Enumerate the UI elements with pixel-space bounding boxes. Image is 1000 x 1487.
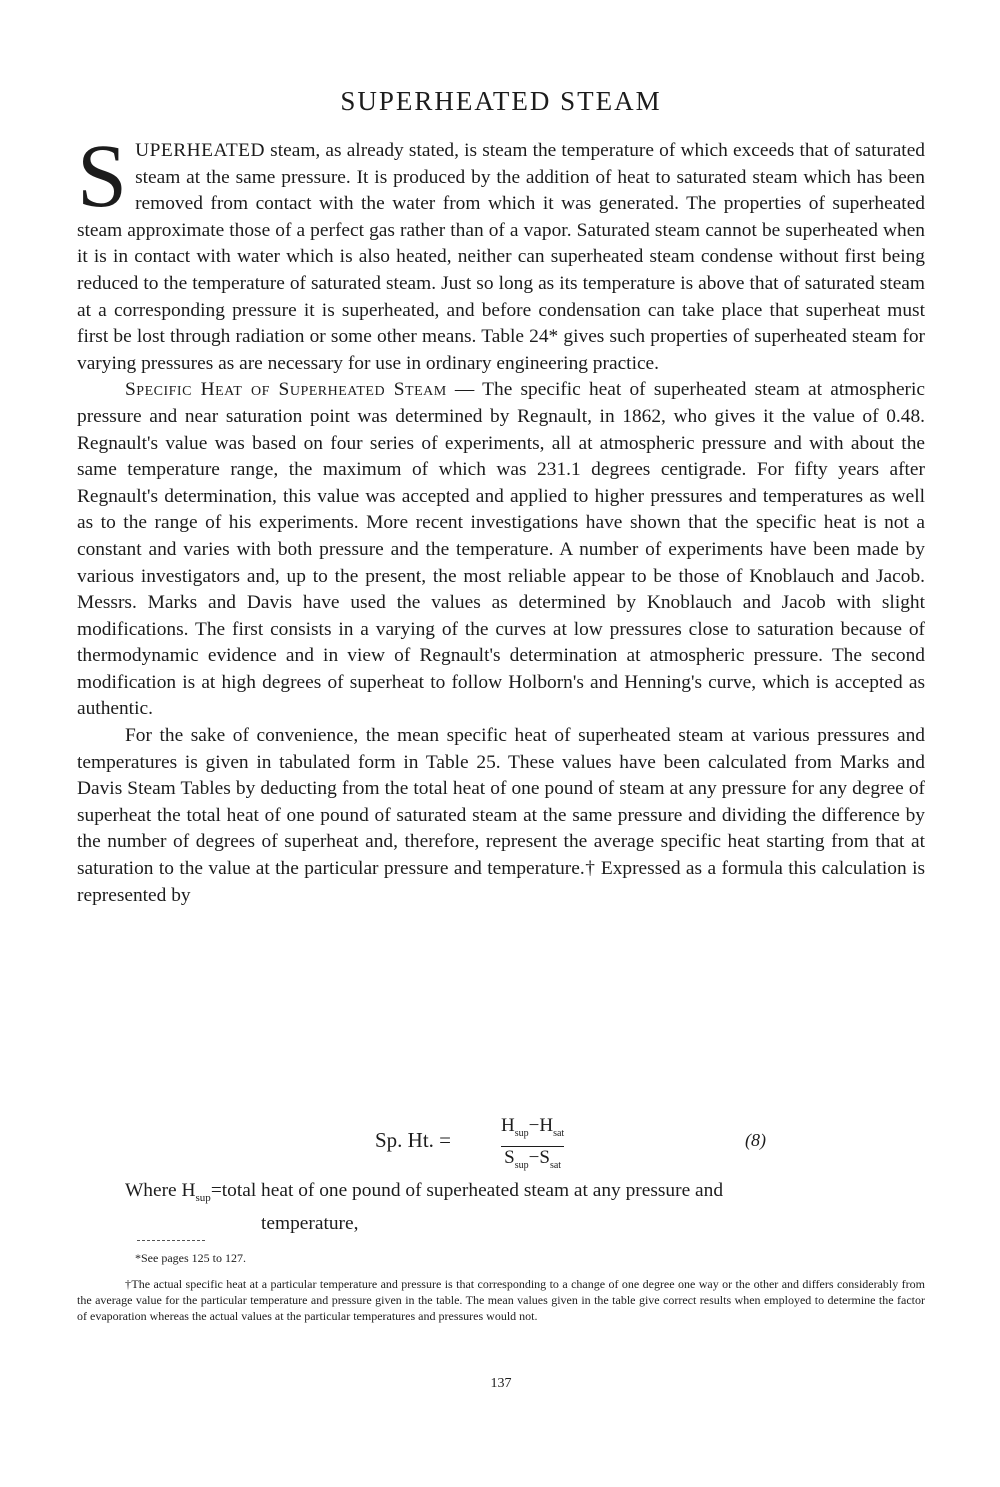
formula xyxy=(77,1114,925,1174)
where-continuation: temperature, xyxy=(261,1213,359,1235)
den-operator: − xyxy=(528,1146,540,1168)
den-symbol-a: S xyxy=(504,1146,515,1168)
paragraph-specific-heat-text: — The specific heat of superheated steam at atmospheric pressure and near saturation point was determined by Regnault, in 1862, who gives it the value of 0.48. Regnault's value was based on four series of experiments, all at atmospheric pressure and with about the same temperature range, the maximum of which was 231.1 degrees centigrade. For fifty years after Regnault's determination, this value was accepted and applied to higher pressures and temperatures as well as to the range of his experiments. More recent investigations have shown that the specific heat is not a constant and varies with both pressure and the temperature. A number of experiments have been made by various investigators and, up to the present, the most reliable appear to be those of Knoblauch and Jacob. Messrs. Marks and Davis have used the values as determined by Knoblauch and Jacob with slight modifications. The first consists in a varying of the curves at low pressures close to saturation because of thermodynamic evidence and in view of Regnault's determination at atmospheric pressure. The second modification is at high degrees of superheat to follow Holborn's and Henning's curve, which is accepted as authentic. xyxy=(77,379,925,720)
drop-cap: S xyxy=(77,127,128,226)
where-rest: =total heat of one pound of superheated steam at any pressure and xyxy=(210,1180,724,1201)
formula-fraction xyxy=(501,1114,564,1177)
footnotes xyxy=(77,1250,925,1324)
footnote-1: *See pages 125 to 127. xyxy=(135,1251,246,1265)
body-text xyxy=(77,127,925,909)
num-operator: − xyxy=(528,1115,540,1136)
formula-lhs: Sp. Ht. = xyxy=(375,1128,452,1152)
section-heading: Specific Heat of Superheated Steam xyxy=(125,379,447,401)
first-word: UPERHEATED xyxy=(135,140,266,161)
page xyxy=(77,0,925,1487)
equation-number: (8) xyxy=(745,1130,766,1150)
paragraph-intro xyxy=(77,127,925,377)
where-lead: Where H xyxy=(125,1180,196,1201)
num-symbol-b: H xyxy=(539,1115,554,1136)
paragraph-intro-text: steam, as already stated, is steam the temperature of which exceeds that of saturated steam at the same pressure. It is produced by the addition of heat to saturated steam which has been removed from contact with the water from which it was generated. The properties of superheated steam approximate those of a perfect gas rather than of a vapor. Saturated steam cannot be superheated when it is in contact with water which is also heated, neither can superheated steam condense without first being reduced to the temperature of saturated steam. Just so long as its temperature is above that of saturated steam at a corresponding pressure it is superheated, and before condensation can take place that superheat must first be lost through radiation or some other means. Table 24* gives such properties of superheated steam for varying pressures as are necessary for use in ordinary engineering practice. xyxy=(77,140,925,374)
paragraph-convenience xyxy=(77,723,925,909)
num-symbol-a: H xyxy=(501,1115,515,1136)
den-sub-b: sat xyxy=(549,1159,562,1171)
formula-denominator xyxy=(501,1146,564,1177)
page-title: SUPERHEATED STEAM xyxy=(340,86,662,116)
num-sub-a: sup xyxy=(514,1127,529,1139)
footnote-2: †The actual specific heat at a particular temperature and pressure is that corresponding to a change of one degree one way or the other and differs considerably from the average value for the particular temperature and pressure given in the table. The mean values given in the table give correct results when employed to determine the factor of evaporation whereas the actual values at the particular temperatures and pressures would not. xyxy=(77,1277,925,1323)
num-sub-b: sat xyxy=(553,1127,565,1139)
den-symbol-b: S xyxy=(539,1146,550,1168)
paragraph-specific-heat xyxy=(77,377,925,723)
den-sub-a: sup xyxy=(514,1159,529,1171)
where-lead-sub: sup xyxy=(195,1191,211,1204)
footnote-rule xyxy=(137,1240,205,1241)
page-number: 137 xyxy=(490,1376,512,1391)
formula-numerator xyxy=(501,1114,564,1146)
where-clause xyxy=(125,1178,925,1238)
paragraph-convenience-text: For the sake of convenience, the mean specific heat of superheated steam at various pressures and temperatures is given in tabulated form in Table 25. These values have been calculated from Marks and Davis Steam Tables by deducting from the total heat of one pound of steam at any pressure for any degree of superheat the total heat of one pound of saturated steam at the same pressure and dividing the difference by the number of degrees of superheat and, therefore, represent the average specific heat starting from that at saturation to the value at the particular pressure and temperature.† Expressed as a formula this calculation is represented by xyxy=(77,725,925,906)
